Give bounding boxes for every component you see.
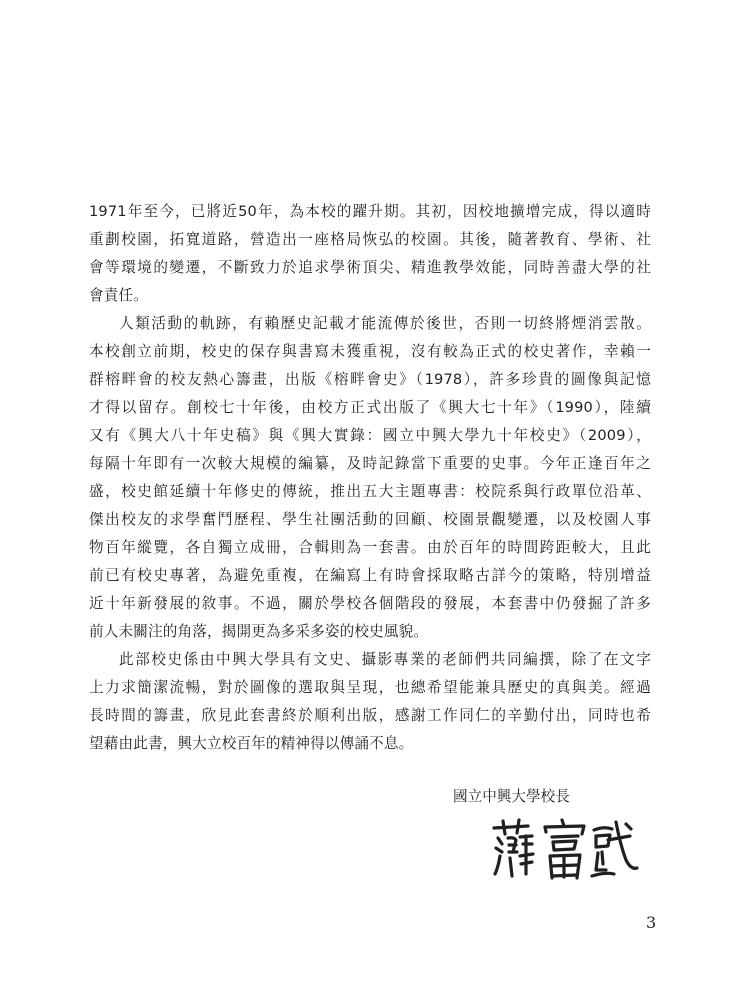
- paragraph-2-line-7: 盛，校史館延續十年修史的傳統，推出五大主題專書：校院系與行政單位沿革、: [89, 483, 651, 500]
- paragraph-1-line-1: 1971年至今，已將近50年，為本校的躍升期。其初，因校地擴增完成，得以適時: [89, 203, 651, 220]
- paragraph-2-line-10: 前已有校史專著，為避免重複，在編寫上有時會採取略古詳今的策略，特別增益: [89, 567, 651, 584]
- paragraph-2-line-3: 群榕畔會的校友熱心籌畫，出版《榕畔會史》（1978），許多珍貴的圖像與記憶: [89, 371, 651, 388]
- paragraph-2-line-11: 近十年新發展的敘事。不過，關於學校各個階段的發展，本套書中仍發掘了許多: [89, 595, 651, 612]
- handwritten-signature: [490, 818, 640, 880]
- preface-body: [89, 198, 651, 758]
- paragraph-3-line-3: 長時間的籌畫，欣見此套書終於順利出版，感謝工作同仁的辛勤付出，同時也希: [89, 707, 651, 724]
- signature-title: 國立中興大學校長: [453, 788, 570, 805]
- paragraph-2-line-1: 人類活動的軌跡，有賴歷史記載才能流傳於後世，否則一切終將煙消雲散。: [119, 315, 651, 332]
- paragraph-1-line-3: 會等環境的變遷，不斷致力於追求學術頂尖、精進教學效能，同時善盡大學的社: [89, 259, 651, 276]
- paragraph-3-line-1: 此部校史係由中興大學具有文史、攝影專業的老師們共同編撰，除了在文字: [119, 651, 651, 668]
- paragraph-3-line-4: 望藉由此書，興大立校百年的精神得以傳誦不息。: [89, 735, 414, 752]
- paragraph-2-line-12: 前人未關注的角落，揭開更為多采多姿的校史風貌。: [89, 623, 429, 640]
- paragraph-2-line-2: 本校創立前期，校史的保存與書寫未獲重視，沒有較為正式的校史著作，幸賴一: [89, 343, 651, 360]
- paragraph-2-line-5: 又有《興大八十年史稿》與《興大實錄：國立中興大學九十年校史》（2009），: [89, 427, 651, 444]
- paragraph-2-line-6: 每隔十年即有一次較大規模的編纂，及時記錄當下重要的史事。今年正逢百年之: [89, 455, 651, 472]
- paragraph-1-line-4: 會責任。: [89, 287, 148, 304]
- paragraph-3-line-2: 上力求簡潔流暢，對於圖像的選取與呈現，也總希望能兼具歷史的真與美。經過: [89, 679, 651, 696]
- paragraph-2-line-8: 傑出校友的求學奮鬥歷程、學生社團活動的回顧、校園景觀變遷，以及校園人事: [89, 511, 651, 528]
- page-number: 3: [646, 913, 657, 932]
- paragraph-2-line-4: 才得以留存。創校七十年後，由校方正式出版了《興大七十年》（1990），陸續: [89, 399, 651, 416]
- paragraph-1-line-2: 重劃校園，拓寬道路，營造出一座格局恢弘的校園。其後，隨著教育、學術、社: [89, 231, 651, 248]
- paragraph-2-line-9: 物百年縱覽，各自獨立成冊，合輯則為一套書。由於百年的時間跨距較大，且此: [89, 539, 651, 556]
